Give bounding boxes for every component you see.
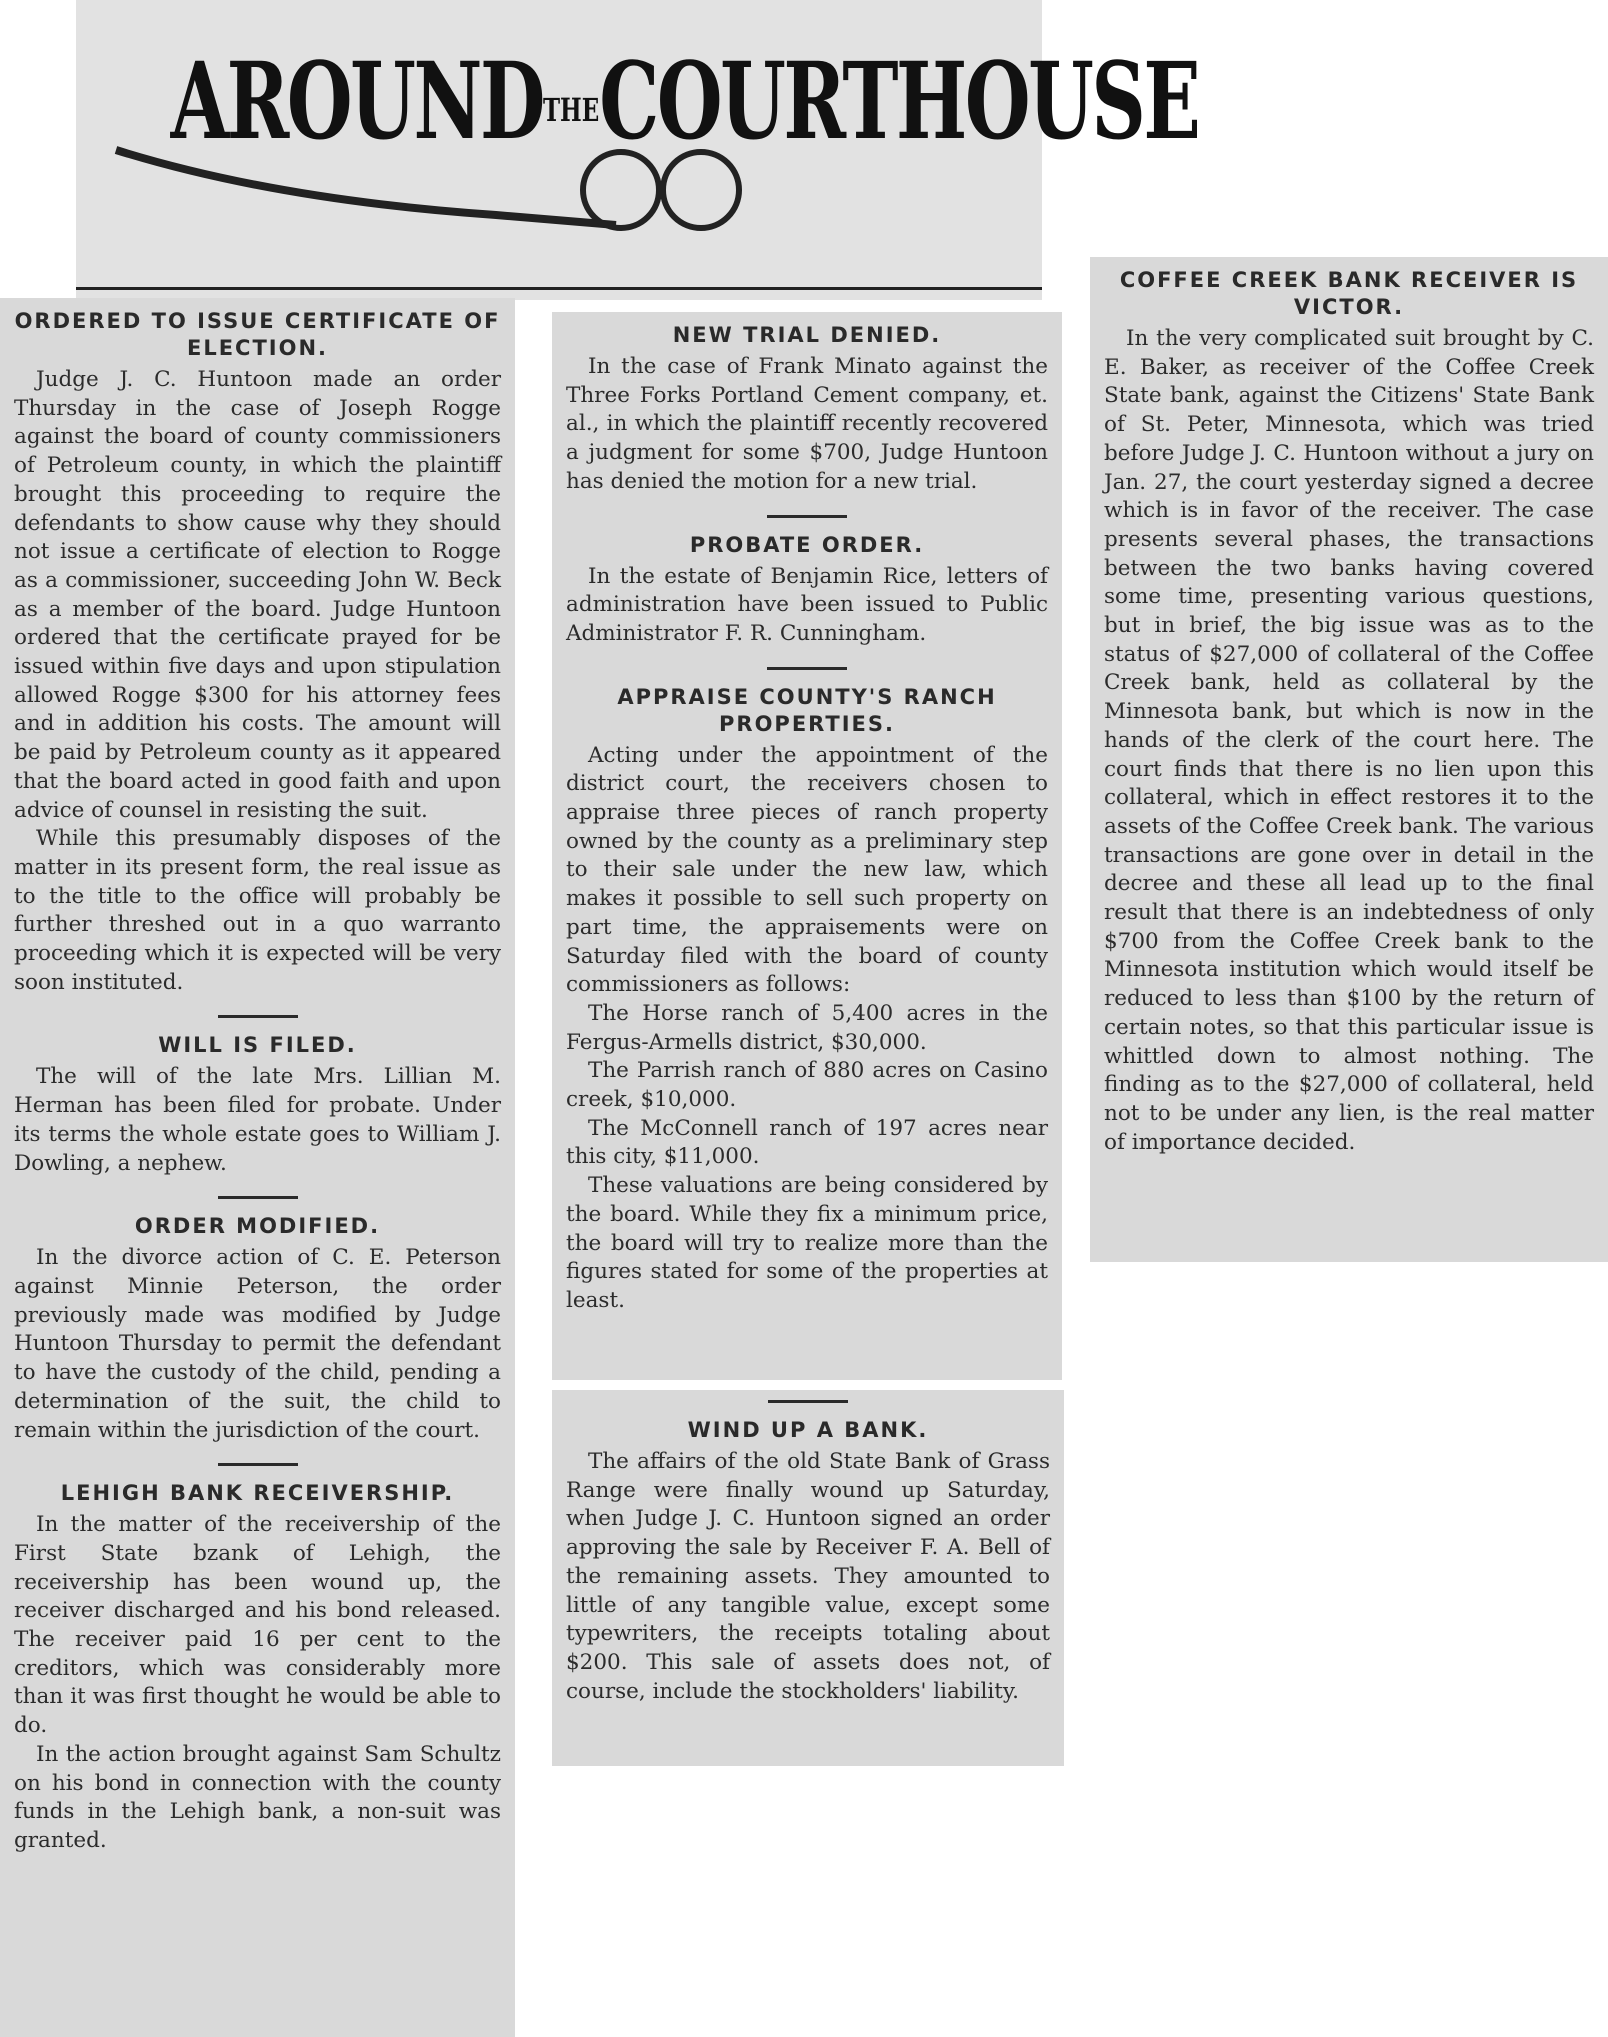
article-coffee-creek [1104,267,1594,1157]
column-middle-bottom [552,1390,1064,1766]
masthead-title-right: COURTHOUSE [599,38,1199,164]
masthead-title-left: AROUND [170,38,543,164]
article-wind-up [566,1417,1050,1706]
article-paragraph: In the divorce action of C. E. Peterson against Minnie Peterson, the order previously made was modified by Judge Huntoon Thursday to permit the defendant to have the custody of the child, pending a determination of the suit, the child to remain within the jurisdiction of the court. [14,1245,501,1443]
article-headline: WILL IS FILED. [158,1033,357,1058]
article-headline: APPRAISE COUNTY'S RANCH PROPERTIES. [617,684,997,736]
article-paragraph: In the action brought against Sam Schultz on his bond in connection with the county funds in the Lehigh bank, a non-suit was granted. [14,1741,501,1853]
article-headline: ORDER MODIFIED. [134,1214,381,1239]
article-paragraph: These valuations are being considered by the board. While they fix a minimum price, the board will try to realize more than the figures stated for some of the properties at least. [566,1173,1048,1313]
column-divider [768,1400,848,1403]
column-divider [218,1463,298,1466]
article-appraise [566,684,1048,1316]
masthead-title-mid: THE [542,90,600,129]
article-paragraph: The affairs of the old State Bank of Grass Range were finally wound up Saturday, when Judge J. C. Huntoon signed an order approving the sale by Receiver F. A. Bell of the remaining assets. They amounted to little of any tangible value, except some typewriters, the receipts totaling about $200. This sale of assets does not, of course, include the stockholders' liability. [566,1449,1050,1704]
column-divider [218,1196,298,1199]
article-probate [566,532,1048,649]
article-headline: NEW TRIAL DENIED. [672,323,942,347]
article-will [14,1032,501,1178]
article-new-trial [566,322,1048,497]
article-paragraph: In the case of Frank Minato against the Three Forks Portland Cement company, et. al., in which the plaintiff recently recovered a judgment for some $700, Judge Huntoon has denied the motion for a new trial. [566,354,1048,494]
article-paragraph: Acting under the appointment of the district court, the receivers chosen to appraise three pieces of ranch property owned by the county as a preliminary step to their sale under the new law, which makes it possible to sell such property on part time, the appraisements were on Saturday filed with the board of county commissioners as follows: [566,742,1048,998]
article-paragraph: Judge J. C. Huntoon made an order Thursday in the case of Joseph Rogge against the board of county commissioners of Petroleum county, in which the plaintiff brought this proceeding to require the defendants to show cause why they should not issue a certificate of election to Rogge as a commissioner, succeeding John W. Beck as a member of the board. Judge Huntoon ordered that the certificate prayed for be issued within five days and upon stipulation allowed Rogge $300 for his attorney fees and in addition his costs. The amount will be paid by Petroleum county as it appeared that the board acted in good faith and upon advice of counsel in resisting the suit. [14,367,501,823]
article-headline: WIND UP A BANK. [687,1418,929,1442]
column-divider [767,515,847,518]
column-divider [218,1015,298,1018]
article-paragraph: The McConnell ranch of 197 acres near this city, $11,000. [566,1115,1048,1170]
article-headline: COFFEE CREEK BANK RECEIVER IS VICTOR. [1119,268,1579,319]
column-divider [767,667,847,670]
article-paragraph: In the matter of the receivership of the First State bzank of Lehigh, the receivership has been wound up, the receiver discharged and his bond released. The receiver paid 16 per cent to the creditors, which was considerably more than it was first thought he would be able to do. [14,1512,501,1739]
column-middle-top [552,312,1062,1380]
masthead-title [170,38,1199,164]
article-paragraph: In the very complicated suit brought by C. E. Baker, as receiver of the Coffee Creek State bank, against the Citizens' State Bank of St. Peter, Minnesota, which was tried before Judge J. C. Huntoon without a jury on Jan. 27, the court yesterday signed a decree which is in favor of the receiver. The case presents several phases, the transactions between the two banks having covered some time, presenting various questions, but in brief, the big issue was as to the status of $27,000 of collateral of the Coffee Creek bank, held as collateral by the Minnesota bank, but which is now in the hands of the clerk of the court here. The court finds that there is no lien upon this collateral, which in effect restores it to the assets of the Coffee Creek bank. The various transactions are gone over in detail in the decree and these all lead up to the final result that there is an indebtedness of only $700 from the Coffee Creek bank to the Minnesota institution which would itself be reduced to less than $100 by the return of certain notes, so that this particular issue is whittled down to almost nothing. The finding as to the $27,000 of collateral, held not to be under any lien, is the real matter of importance decided. [1104,326,1594,1155]
article-certificate [14,308,501,997]
article-lehigh [14,1480,501,1855]
article-paragraph: In the estate of Benjamin Rice, letters of administration have been issued to Public Administrator F. R. Cunningham. [566,563,1048,646]
article-paragraph: While this presumably disposes of the matter in its present form, the real issue as to the title to the office will probably be further threshed out in a quo warranto proceeding which it is expected will be very soon instituted. [14,826,501,995]
article-paragraph: The Parrish ranch of 880 acres on Casino creek, $10,000. [566,1058,1048,1113]
article-headline: LEHIGH BANK RECEIVERSHIP. [60,1481,455,1506]
column-right [1090,257,1608,1262]
masthead [76,0,1199,300]
article-paragraph: The Horse ranch of 5,400 acres in the Fergus-Armells district, $30,000. [566,1000,1048,1055]
column-left [0,298,515,2037]
article-order-modified [14,1213,501,1445]
article-headline: PROBATE ORDER. [689,532,925,557]
article-paragraph: The will of the late Mrs. Lillian M. Herman has been filed for probate. Under its terms the whole estate goes to William J. Dowling, a nephew. [14,1064,501,1176]
article-headline: ORDERED TO ISSUE CERTIFICATE OF ELECTION. [14,309,501,360]
masthead-rule [76,287,1042,290]
